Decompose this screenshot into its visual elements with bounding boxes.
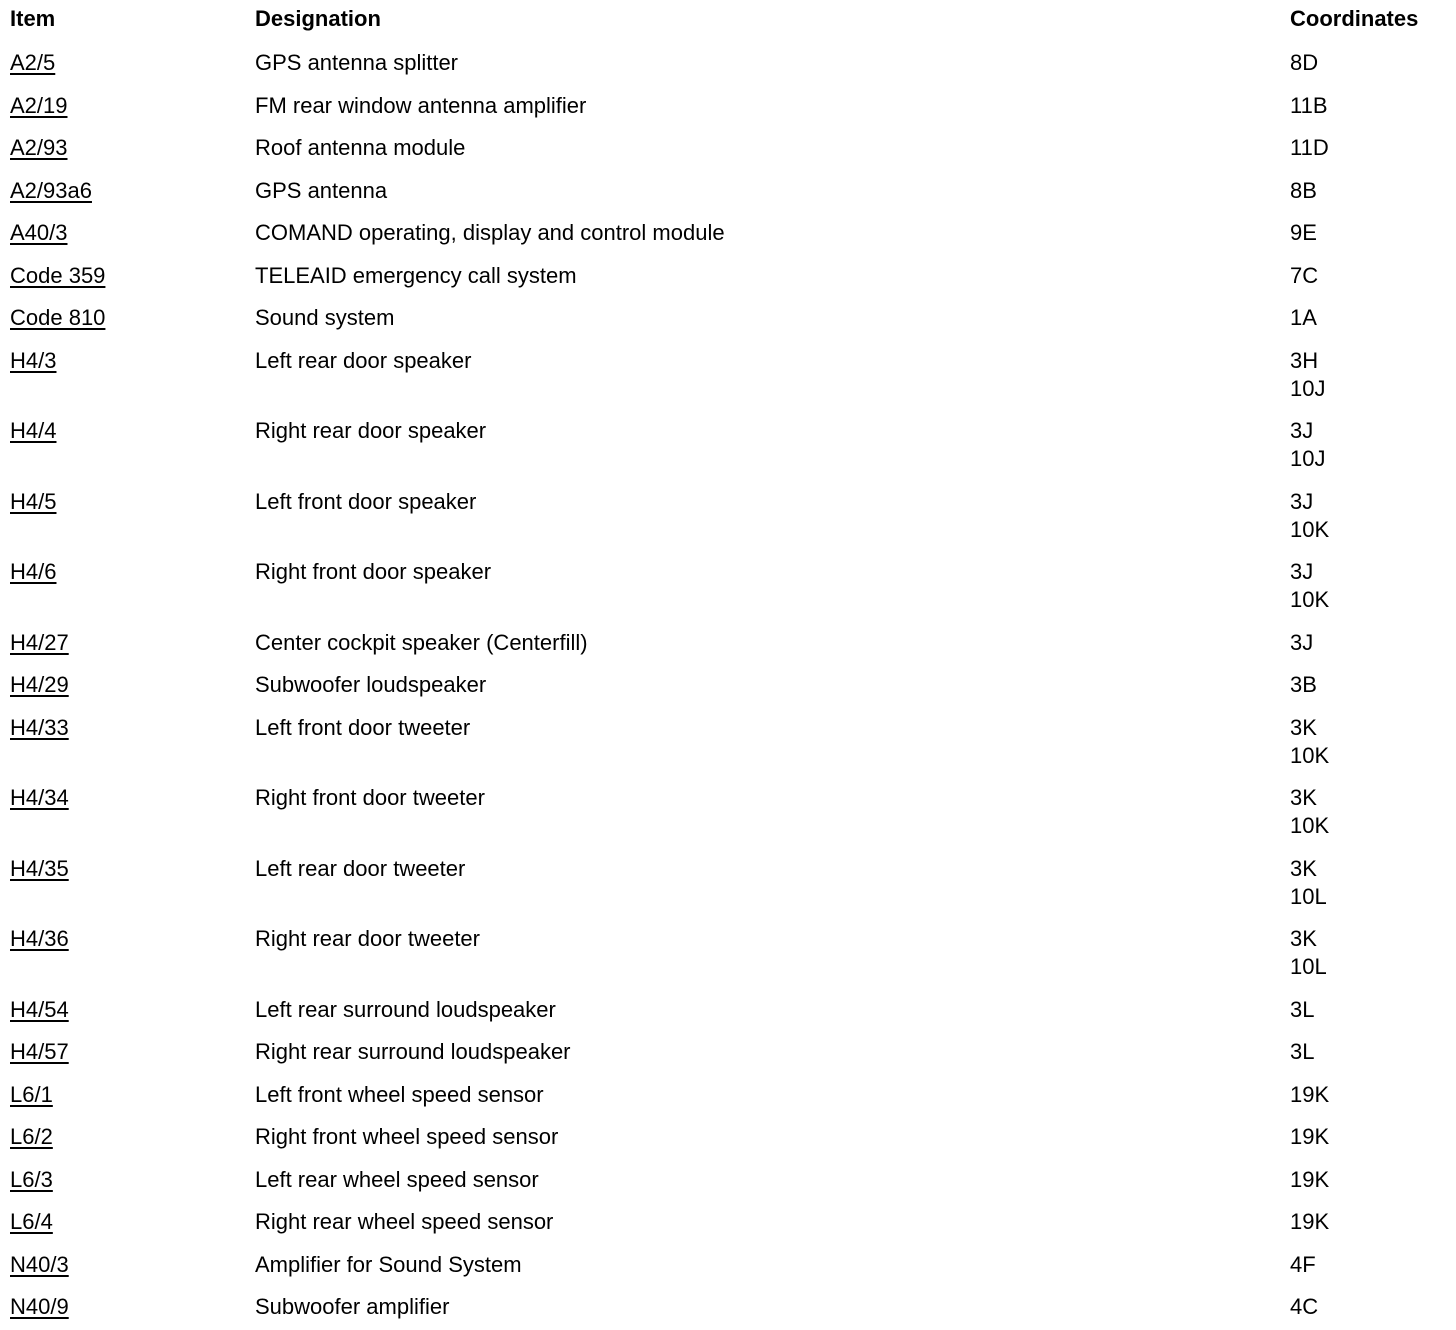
item-link[interactable]: L6/4 — [10, 1209, 53, 1234]
coordinates-cell — [1290, 1201, 1450, 1244]
coordinates-cell — [1290, 255, 1450, 298]
item-cell — [10, 1201, 255, 1244]
designation-cell: Right front door speaker — [255, 559, 492, 584]
item-link[interactable]: H4/36 — [10, 926, 69, 951]
designation-cell: Right front wheel speed sensor — [255, 1124, 559, 1149]
item-cell — [10, 622, 255, 665]
designation-cell: FM rear window antenna amplifier — [255, 92, 587, 118]
designation-cell: Right rear door speaker — [255, 418, 487, 443]
designation-cell: Left front door tweeter — [255, 714, 471, 740]
designation-cell: GPS antenna — [255, 177, 388, 203]
coordinate-value: 3B — [1290, 672, 1317, 697]
item-cell — [10, 1244, 255, 1287]
coordinate-value: 3J — [1290, 418, 1314, 443]
coordinates-cell — [1290, 989, 1450, 1032]
table-row — [10, 481, 1450, 552]
table-row — [10, 127, 1450, 170]
designation-cell: Left front door speaker — [255, 488, 477, 514]
table-row — [10, 340, 1450, 411]
coordinates-cell — [1290, 1244, 1450, 1287]
coordinates-cell — [1290, 777, 1450, 848]
item-link[interactable]: A2/93a6 — [10, 177, 92, 203]
item-link[interactable]: H4/3 — [10, 347, 57, 373]
coordinates-cell — [1290, 481, 1450, 552]
table-row — [10, 551, 1450, 622]
coordinate-value: 19K — [1290, 1209, 1330, 1234]
designation-cell: Right rear door tweeter — [255, 926, 480, 951]
item-cell — [10, 212, 255, 255]
coordinate-value: 1A — [1290, 305, 1317, 330]
table-row — [10, 85, 1450, 128]
designation-cell: Left rear door tweeter — [255, 855, 466, 881]
item-cell — [10, 481, 255, 552]
coordinates-cell — [1290, 85, 1450, 128]
item-link[interactable]: L6/2 — [10, 1124, 53, 1149]
header-designation: Designation — [255, 6, 381, 31]
item-cell — [10, 551, 255, 622]
designation-cell: Right rear surround loudspeaker — [255, 1039, 571, 1064]
coordinates-cell — [1290, 170, 1450, 213]
item-link[interactable]: H4/34 — [10, 785, 69, 810]
item-link[interactable]: H4/6 — [10, 559, 57, 584]
item-cell — [10, 42, 255, 85]
table-row — [10, 170, 1450, 213]
item-link[interactable]: H4/57 — [10, 1039, 69, 1064]
header-item: Item — [10, 6, 56, 31]
table-row — [10, 664, 1450, 707]
coordinate-value: 3L — [1290, 1039, 1315, 1064]
coordinate-value: 10K — [1290, 587, 1330, 612]
coordinates-cell — [1290, 1116, 1450, 1159]
table-row — [10, 707, 1450, 778]
designation-cell: Left front wheel speed sensor — [255, 1081, 544, 1107]
item-cell — [10, 255, 255, 298]
item-link[interactable]: Code 359 — [10, 262, 106, 288]
coordinate-value: 10K — [1290, 742, 1330, 768]
legend-body — [10, 42, 1450, 1329]
table-row — [10, 297, 1450, 340]
coordinate-value: 9E — [1290, 220, 1317, 245]
item-cell — [10, 989, 255, 1032]
table-row — [10, 1286, 1450, 1329]
coordinate-value: 10L — [1290, 883, 1327, 909]
item-cell — [10, 664, 255, 707]
item-link[interactable]: L6/3 — [10, 1166, 53, 1192]
coordinates-cell — [1290, 1074, 1450, 1117]
item-cell — [10, 1116, 255, 1159]
designation-cell: Right front door tweeter — [255, 785, 485, 810]
table-row — [10, 1201, 1450, 1244]
item-link[interactable]: N40/9 — [10, 1294, 69, 1319]
table-row — [10, 1116, 1450, 1159]
designation-cell: TELEAID emergency call system — [255, 262, 577, 288]
designation-cell: COMAND operating, display and control module — [255, 220, 725, 245]
item-cell — [10, 85, 255, 128]
coordinate-value: 3K — [1290, 926, 1317, 951]
designation-cell: Roof antenna module — [255, 135, 466, 160]
item-link[interactable]: H4/5 — [10, 488, 57, 514]
coordinate-value: 3J — [1290, 559, 1314, 584]
table-row — [10, 777, 1450, 848]
coordinates-cell — [1290, 42, 1450, 85]
coordinate-value: 4C — [1290, 1294, 1319, 1319]
header-row — [10, 0, 1450, 42]
coordinate-value: 19K — [1290, 1124, 1330, 1149]
header-coordinates: Coordinates — [1290, 6, 1419, 31]
designation-cell: Sound system — [255, 305, 395, 330]
component-legend-table — [10, 0, 1450, 1329]
designation-cell: Right rear wheel speed sensor — [255, 1209, 554, 1234]
coordinate-value: 8B — [1290, 177, 1317, 203]
table-row — [10, 42, 1450, 85]
coordinates-cell — [1290, 622, 1450, 665]
coordinates-cell — [1290, 410, 1450, 481]
designation-cell: GPS antenna splitter — [255, 50, 459, 75]
designation-cell: Left rear surround loudspeaker — [255, 996, 556, 1022]
designation-cell: Left rear wheel speed sensor — [255, 1166, 539, 1192]
coordinate-value: 10L — [1290, 954, 1327, 979]
coordinates-cell — [1290, 1286, 1450, 1329]
coordinates-cell — [1290, 212, 1450, 255]
item-link[interactable]: L6/1 — [10, 1081, 53, 1107]
item-link[interactable]: A40/3 — [10, 220, 68, 245]
coordinates-cell — [1290, 1031, 1450, 1074]
table-row — [10, 918, 1450, 989]
coordinate-value: 10J — [1290, 375, 1326, 401]
table-row — [10, 989, 1450, 1032]
coordinate-value: 3K — [1290, 714, 1317, 740]
table-row — [10, 410, 1450, 481]
coordinates-cell — [1290, 127, 1450, 170]
coordinate-value: 3K — [1290, 855, 1317, 881]
designation-cell: Amplifier for Sound System — [255, 1251, 522, 1277]
coordinate-value: 19K — [1290, 1166, 1330, 1192]
designation-cell: Subwoofer amplifier — [255, 1294, 450, 1319]
coordinates-cell — [1290, 664, 1450, 707]
item-cell — [10, 1074, 255, 1117]
item-link[interactable]: A2/5 — [10, 50, 56, 75]
item-link[interactable]: H4/27 — [10, 629, 69, 655]
table-row — [10, 622, 1450, 665]
designation-cell: Center cockpit speaker (Centerfill) — [255, 629, 588, 655]
item-cell — [10, 918, 255, 989]
table-row — [10, 848, 1450, 919]
coordinates-cell — [1290, 297, 1450, 340]
coordinates-cell — [1290, 918, 1450, 989]
item-link[interactable]: A2/19 — [10, 92, 68, 118]
coordinates-cell — [1290, 707, 1450, 778]
item-cell — [10, 170, 255, 213]
table-row — [10, 1074, 1450, 1117]
table-row — [10, 255, 1450, 298]
item-cell — [10, 127, 255, 170]
coordinate-value: 7C — [1290, 262, 1319, 288]
item-link[interactable]: A2/93 — [10, 135, 68, 160]
coordinate-value: 3K — [1290, 785, 1317, 810]
table-row — [10, 1159, 1450, 1202]
table-row — [10, 1031, 1450, 1074]
coordinate-value: 8D — [1290, 50, 1319, 75]
coordinate-value: 10K — [1290, 813, 1330, 838]
coordinates-cell — [1290, 340, 1450, 411]
item-link[interactable]: N40/3 — [10, 1251, 69, 1277]
coordinate-value: 3H — [1290, 347, 1319, 373]
item-cell — [10, 707, 255, 778]
coordinates-cell — [1290, 551, 1450, 622]
item-cell — [10, 777, 255, 848]
item-cell — [10, 1031, 255, 1074]
item-link[interactable]: Code 810 — [10, 305, 106, 330]
item-cell — [10, 410, 255, 481]
coordinate-value: 11D — [1290, 135, 1329, 160]
designation-cell: Left rear door speaker — [255, 347, 472, 373]
coordinate-value: 10K — [1290, 516, 1330, 542]
coordinates-cell — [1290, 1159, 1450, 1202]
item-cell — [10, 848, 255, 919]
coordinate-value: 19K — [1290, 1081, 1330, 1107]
item-cell — [10, 1286, 255, 1329]
coordinate-value: 3J — [1290, 629, 1314, 655]
coordinate-value: 3J — [1290, 488, 1314, 514]
item-link[interactable]: H4/4 — [10, 418, 57, 443]
item-cell — [10, 1159, 255, 1202]
table-row — [10, 1244, 1450, 1287]
item-link[interactable]: H4/54 — [10, 996, 69, 1022]
item-cell — [10, 340, 255, 411]
item-cell — [10, 297, 255, 340]
table-row — [10, 212, 1450, 255]
designation-cell: Subwoofer loudspeaker — [255, 672, 487, 697]
coordinate-value: 4F — [1290, 1251, 1316, 1277]
coordinate-value: 11B — [1290, 92, 1328, 118]
coordinates-cell — [1290, 848, 1450, 919]
item-link[interactable]: H4/29 — [10, 672, 69, 697]
coordinate-value: 3L — [1290, 996, 1315, 1022]
item-link[interactable]: H4/33 — [10, 714, 69, 740]
item-link[interactable]: H4/35 — [10, 855, 69, 881]
coordinate-value: 10J — [1290, 446, 1326, 471]
